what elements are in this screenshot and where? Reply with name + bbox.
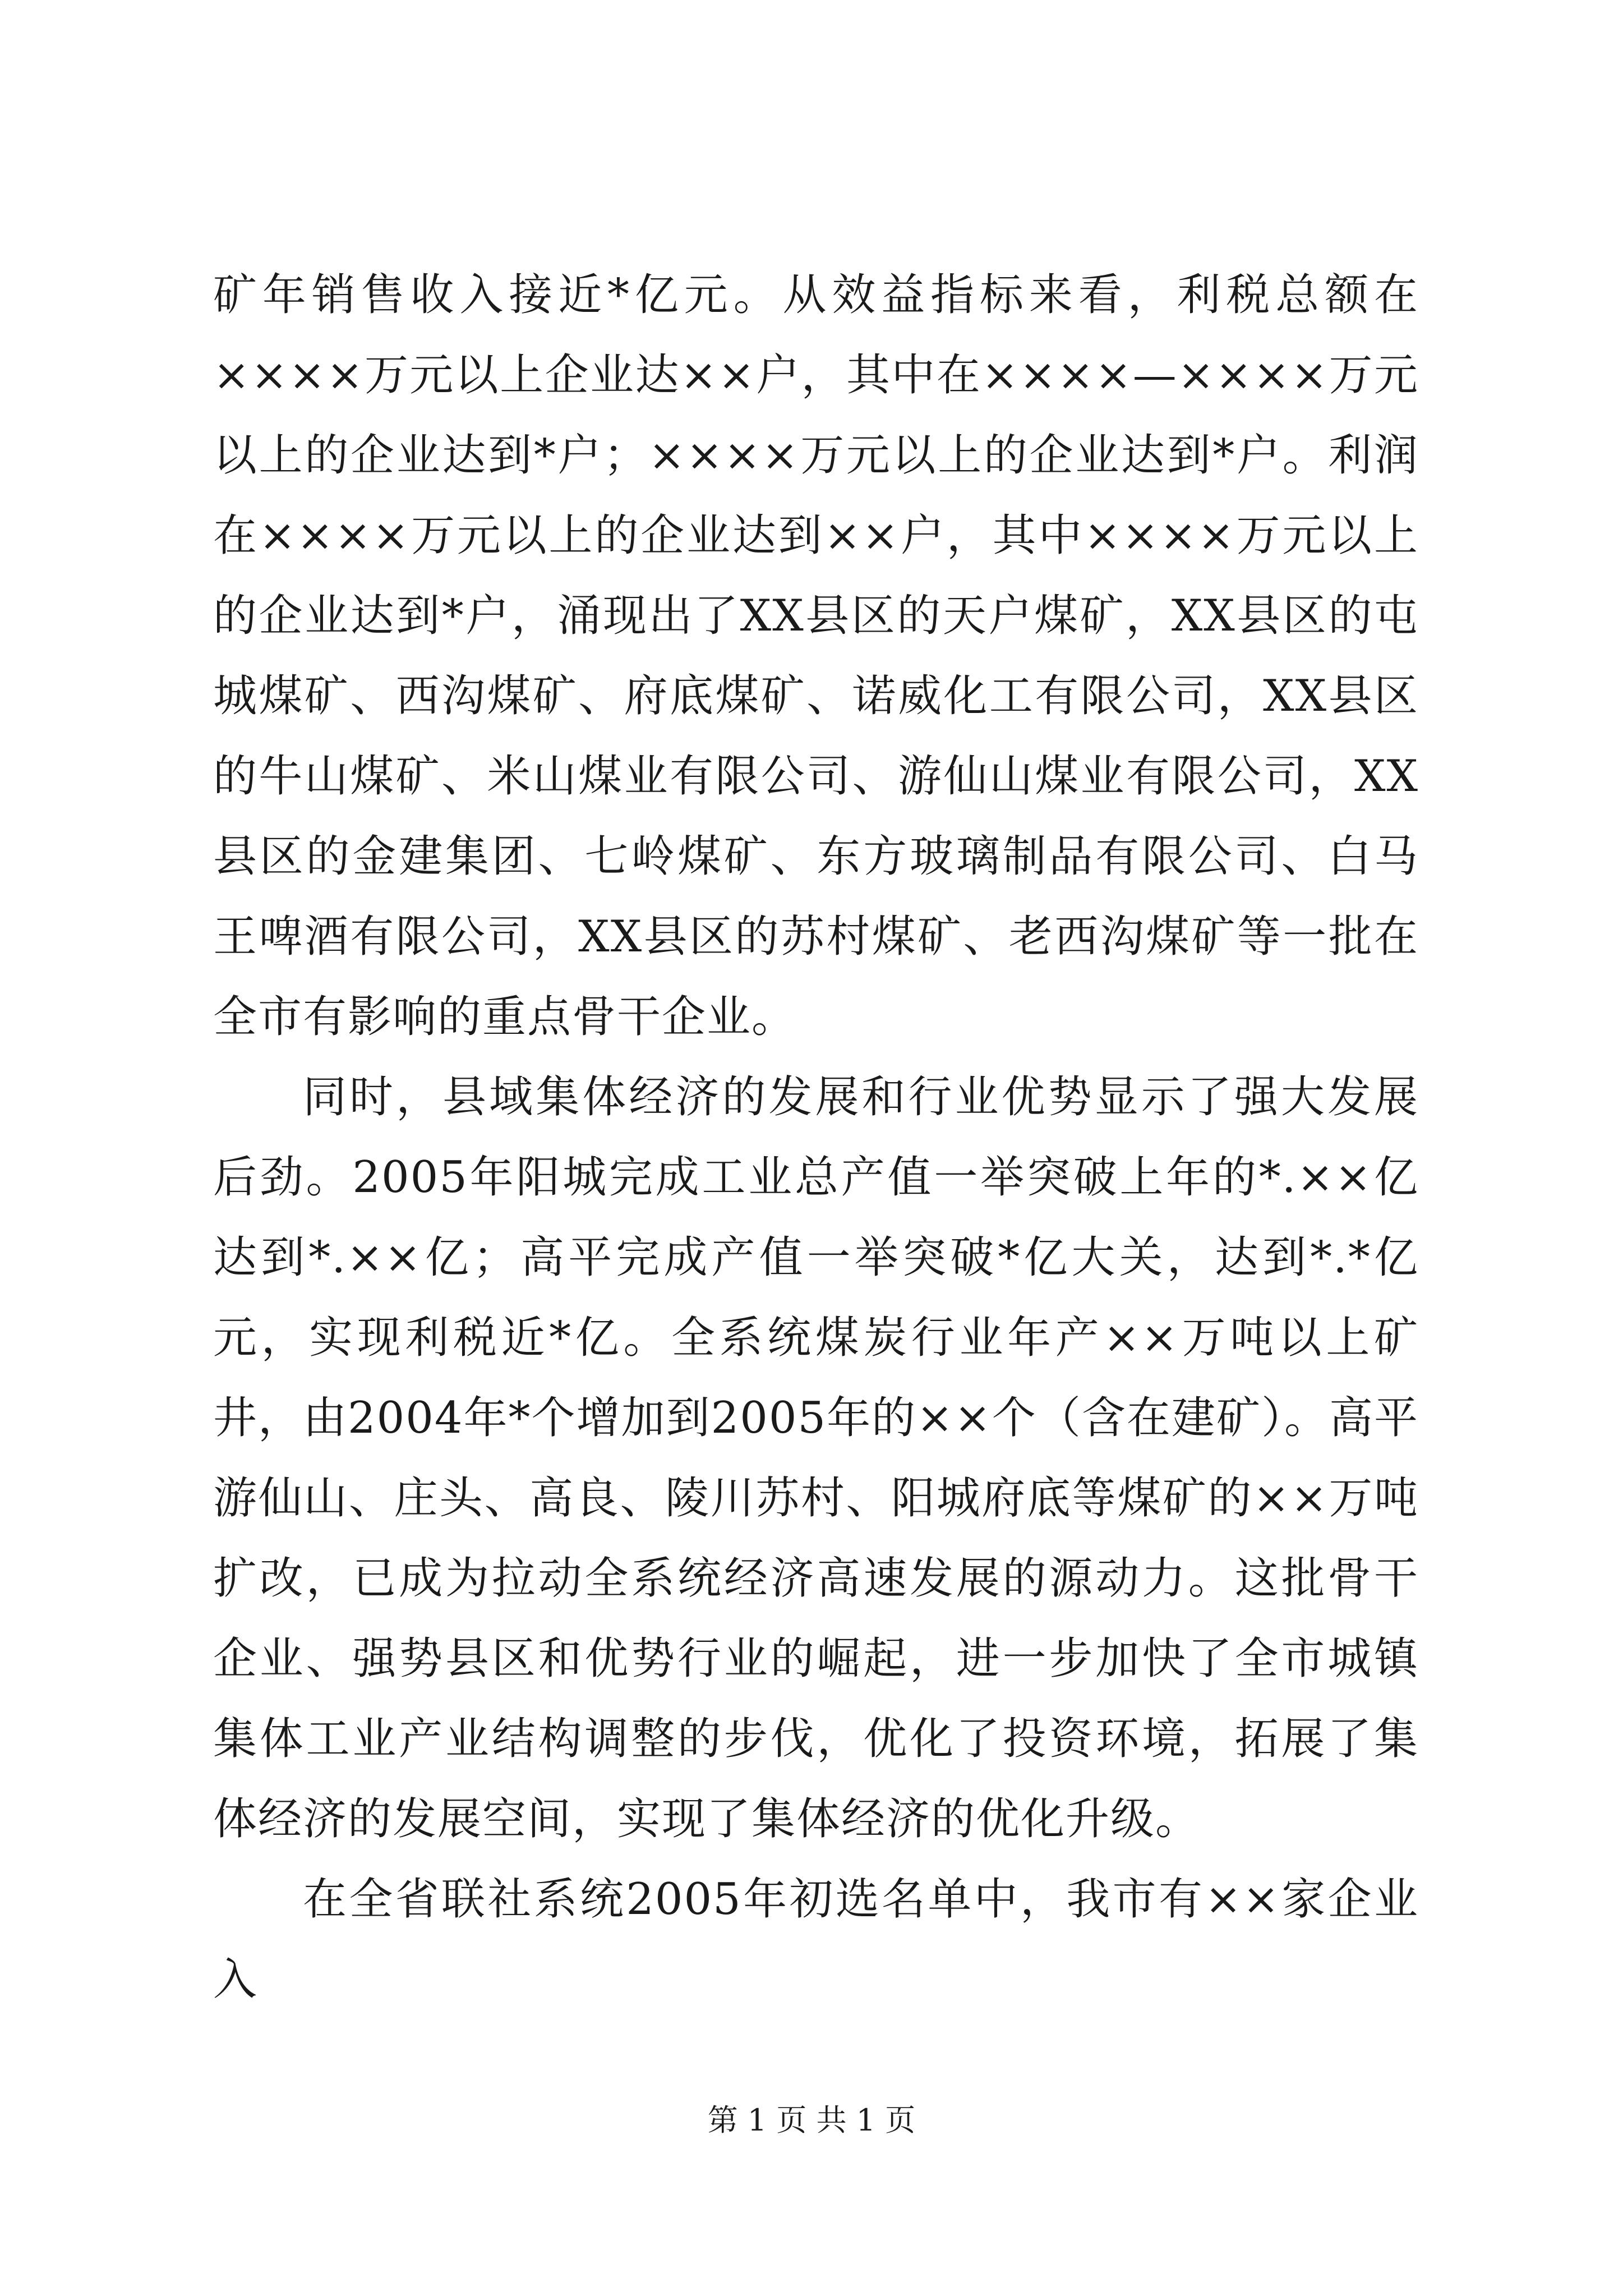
page-footer: 第 1 页 共 1 页: [707, 2102, 916, 2138]
paragraph-provincial-list: 在全省联社系统2005年初选名单中，我市有××家企业入: [213, 1874, 1419, 2005]
paragraph-county-economy: 同时，县域集体经济的发展和行业优势显示了强大发展后劲。2005年阳城完成工业总产值一举突破上年的*.××亿达到*.××亿；高平完成产值一举突破*亿大关，达到*.*亿元，实现利税近*亿。全系统煤炭行业年产××万吨以上矿井，由2004年*个增加到2005年的××个（含在建矿）。高平游仙山、庄头、高良、陵川苏村、阳城府底等煤矿的××万吨扩改，已成为拉动全系统经济高速发展的源动力。这批骨干企业、强势县区和优势行业的崛起，进一步加快了全市城镇集体工业产业结构调整的步伐，优化了投资环境，拓展了集体经济的发展空间，实现了集体经济的优化升级。: [213, 1072, 1419, 1844]
document-body: [213, 255, 1419, 2020]
paragraph-continuation: 矿年销售收入接近*亿元。从效益指标来看，利税总额在××××万元以上企业达××户，其中在××××—××××万元以上的企业达到*户；××××万元以上的企业达到*户。利润在××××万元以上的企业达到××户，其中××××万元以上的企业达到*户，涌现出了XX县区的天户煤矿，XX县区的屯城煤矿、西沟煤矿、府底煤矿、诺威化工有限公司，XX县区的牛山煤矿、米山煤业有限公司、游仙山煤业有限公司，XX县区的金建集团、七岭煤矿、东方玻璃制品有限公司、白马王啤酒有限公司，XX县区的苏村煤矿、老西沟煤矿等一批在全市有影响的重点骨干企业。: [213, 270, 1419, 1042]
